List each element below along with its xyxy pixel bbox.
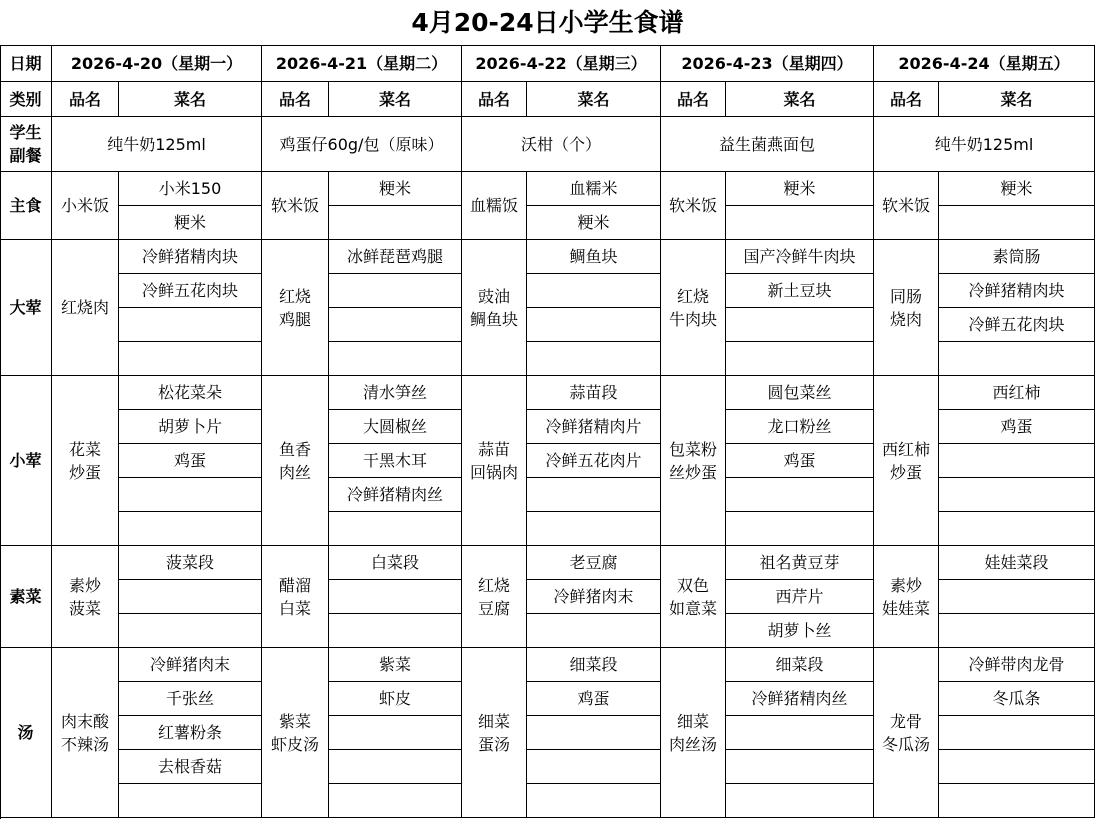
ingredient-cell — [119, 580, 262, 614]
ingredient-cell: 大圆椒丝 — [329, 410, 462, 444]
ingredient-cell: 鸡蛋 — [726, 444, 874, 478]
ingredient-cell: 千张丝 — [119, 682, 262, 716]
ingredient-header: 菜名 — [329, 82, 462, 117]
dish-name: 同肠 烧肉 — [874, 240, 939, 376]
ingredient-cell — [329, 274, 462, 308]
ingredient-cell — [527, 784, 661, 818]
day-header: 2026-4-24（星期五） — [874, 45, 1095, 82]
ingredient-cell: 冷鲜猪精肉块 — [939, 274, 1095, 308]
ingredient-cell — [726, 750, 874, 784]
dish-name: 软米饭 — [262, 172, 329, 240]
dish-name: 细菜 蛋汤 — [462, 648, 527, 818]
ingredient-cell: 冰鲜琵琶鸡腿 — [329, 240, 462, 274]
snack-cell: 纯牛奶125ml — [52, 117, 262, 172]
dish-name: 红烧 豆腐 — [462, 546, 527, 648]
ingredient-cell: 龙口粉丝 — [726, 410, 874, 444]
ingredient-cell — [939, 614, 1095, 648]
ingredient-cell — [939, 512, 1095, 546]
ingredient-header: 菜名 — [119, 82, 262, 117]
dish-name: 鱼香 肉丝 — [262, 376, 329, 546]
category-cell: 学生 副餐 — [0, 117, 52, 172]
dish-name: 肉末酸 不辣汤 — [52, 648, 119, 818]
ingredient-cell — [939, 206, 1095, 240]
ingredient-cell: 冷鲜猪肉末 — [119, 648, 262, 682]
ingredient-header: 菜名 — [726, 82, 874, 117]
ingredient-cell: 冷鲜猪精肉丝 — [329, 478, 462, 512]
ingredient-cell — [329, 512, 462, 546]
ingredient-cell: 祖名黄豆芽 — [726, 546, 874, 580]
ingredient-cell — [726, 478, 874, 512]
ingredient-cell — [726, 308, 874, 342]
ingredient-cell: 粳米 — [726, 172, 874, 206]
item-header: 品名 — [262, 82, 329, 117]
ingredient-cell — [329, 308, 462, 342]
ingredient-cell — [527, 512, 661, 546]
ingredient-cell — [939, 716, 1095, 750]
ingredient-cell: 鸡蛋 — [527, 682, 661, 716]
dish-name: 西红柿 炒蛋 — [874, 376, 939, 546]
category-cell: 小荤 — [0, 376, 52, 546]
category-label: 类别 — [0, 82, 52, 117]
ingredient-cell: 冷鲜五花肉块 — [939, 308, 1095, 342]
snack-cell: 纯牛奶125ml — [874, 117, 1095, 172]
ingredient-cell: 圆包菜丝 — [726, 376, 874, 410]
category-cell: 大荤 — [0, 240, 52, 376]
dish-name: 素炒 娃娃菜 — [874, 546, 939, 648]
ingredient-cell: 新土豆块 — [726, 274, 874, 308]
snack-cell: 鸡蛋仔60g/包（原味） — [262, 117, 462, 172]
ingredient-cell: 松花菜朵 — [119, 376, 262, 410]
category-cell: 素菜 — [0, 546, 52, 648]
ingredient-cell: 细菜段 — [726, 648, 874, 682]
ingredient-cell — [527, 274, 661, 308]
ingredient-cell — [726, 206, 874, 240]
ingredient-cell — [939, 478, 1095, 512]
ingredient-cell — [119, 342, 262, 376]
ingredient-cell: 冷鲜猪精肉块 — [119, 240, 262, 274]
ingredient-cell — [527, 614, 661, 648]
ingredient-cell: 粳米 — [119, 206, 262, 240]
ingredient-cell: 蒜苗段 — [527, 376, 661, 410]
ingredient-cell: 胡萝卜丝 — [726, 614, 874, 648]
dish-name: 花菜 炒蛋 — [52, 376, 119, 546]
snack-cell: 益生菌燕面包 — [661, 117, 874, 172]
item-header: 品名 — [874, 82, 939, 117]
date-label: 日期 — [0, 45, 52, 82]
ingredient-cell: 粳米 — [329, 172, 462, 206]
ingredient-cell: 粳米 — [939, 172, 1095, 206]
ingredient-cell: 老豆腐 — [527, 546, 661, 580]
ingredient-cell — [939, 784, 1095, 818]
page-title: 4月20-24日小学生食谱 — [411, 8, 684, 37]
dish-name: 豉油 鲷鱼块 — [462, 240, 527, 376]
ingredient-cell — [527, 478, 661, 512]
day-header: 2026-4-21（星期二） — [262, 45, 462, 82]
ingredient-cell: 红薯粉条 — [119, 716, 262, 750]
ingredient-cell: 国产冷鲜牛肉块 — [726, 240, 874, 274]
day-header: 2026-4-20（星期一） — [52, 45, 262, 82]
item-header: 品名 — [661, 82, 726, 117]
dish-name: 蒜苗 回锅肉 — [462, 376, 527, 546]
ingredient-cell — [939, 342, 1095, 376]
day-header: 2026-4-22（星期三） — [462, 45, 661, 82]
ingredient-cell — [726, 784, 874, 818]
ingredient-cell: 素筒肠 — [939, 240, 1095, 274]
ingredient-cell: 西芹片 — [726, 580, 874, 614]
dish-name: 双色 如意菜 — [661, 546, 726, 648]
ingredient-cell: 干黑木耳 — [329, 444, 462, 478]
item-header: 品名 — [462, 82, 527, 117]
ingredient-cell — [939, 750, 1095, 784]
dish-name: 包菜粉 丝炒蛋 — [661, 376, 726, 546]
dish-name: 红烧 鸡腿 — [262, 240, 329, 376]
ingredient-cell: 冷鲜猪精肉片 — [527, 410, 661, 444]
ingredient-cell — [119, 478, 262, 512]
dish-name: 醋溜 白菜 — [262, 546, 329, 648]
ingredient-cell — [726, 716, 874, 750]
dish-name: 龙骨 冬瓜汤 — [874, 648, 939, 818]
dish-name: 细菜 肉丝汤 — [661, 648, 726, 818]
snack-cell: 沃柑（个） — [462, 117, 661, 172]
dish-name: 红烧 牛肉块 — [661, 240, 726, 376]
ingredient-cell: 西红柿 — [939, 376, 1095, 410]
ingredient-cell — [119, 784, 262, 818]
ingredient-cell: 冷鲜五花肉块 — [119, 274, 262, 308]
ingredient-cell: 血糯米 — [527, 172, 661, 206]
ingredient-cell: 紫菜 — [329, 648, 462, 682]
ingredient-cell — [329, 614, 462, 648]
ingredient-cell — [329, 580, 462, 614]
ingredient-cell — [527, 750, 661, 784]
ingredient-header: 菜名 — [939, 82, 1095, 117]
ingredient-cell — [329, 206, 462, 240]
item-header: 品名 — [52, 82, 119, 117]
category-cell: 主食 — [0, 172, 52, 240]
ingredient-cell: 菠菜段 — [119, 546, 262, 580]
ingredient-cell — [329, 750, 462, 784]
dish-name: 血糯饭 — [462, 172, 527, 240]
ingredient-cell: 冷鲜猪精肉丝 — [726, 682, 874, 716]
category-cell: 汤 — [0, 648, 52, 818]
dish-name: 软米饭 — [874, 172, 939, 240]
ingredient-cell — [527, 342, 661, 376]
ingredient-cell: 胡萝卜片 — [119, 410, 262, 444]
day-header: 2026-4-23（星期四） — [661, 45, 874, 82]
ingredient-cell — [726, 342, 874, 376]
ingredient-cell — [119, 614, 262, 648]
ingredient-cell — [119, 308, 262, 342]
dish-name: 软米饭 — [661, 172, 726, 240]
ingredient-cell — [726, 512, 874, 546]
ingredient-cell — [527, 716, 661, 750]
dish-name: 红烧肉 — [52, 240, 119, 376]
ingredient-cell: 冬瓜条 — [939, 682, 1095, 716]
ingredient-cell: 冷鲜猪肉末 — [527, 580, 661, 614]
ingredient-cell: 清水笋丝 — [329, 376, 462, 410]
dish-name: 紫菜 虾皮汤 — [262, 648, 329, 818]
ingredient-cell — [329, 784, 462, 818]
ingredient-cell — [939, 580, 1095, 614]
ingredient-cell: 鸡蛋 — [939, 410, 1095, 444]
ingredient-cell: 冷鲜带肉龙骨 — [939, 648, 1095, 682]
ingredient-cell: 去根香菇 — [119, 750, 262, 784]
ingredient-cell: 鲷鱼块 — [527, 240, 661, 274]
ingredient-cell: 鸡蛋 — [119, 444, 262, 478]
ingredient-cell — [329, 716, 462, 750]
ingredient-cell: 小米150 — [119, 172, 262, 206]
ingredient-cell: 粳米 — [527, 206, 661, 240]
ingredient-cell: 冷鲜五花肉片 — [527, 444, 661, 478]
ingredient-cell — [119, 512, 262, 546]
ingredient-cell: 细菜段 — [527, 648, 661, 682]
ingredient-cell — [329, 342, 462, 376]
dish-name: 小米饭 — [52, 172, 119, 240]
ingredient-cell — [939, 444, 1095, 478]
ingredient-cell: 虾皮 — [329, 682, 462, 716]
ingredient-cell: 娃娃菜段 — [939, 546, 1095, 580]
ingredient-header: 菜名 — [527, 82, 661, 117]
ingredient-cell: 白菜段 — [329, 546, 462, 580]
dish-name: 素炒 菠菜 — [52, 546, 119, 648]
ingredient-cell — [527, 308, 661, 342]
